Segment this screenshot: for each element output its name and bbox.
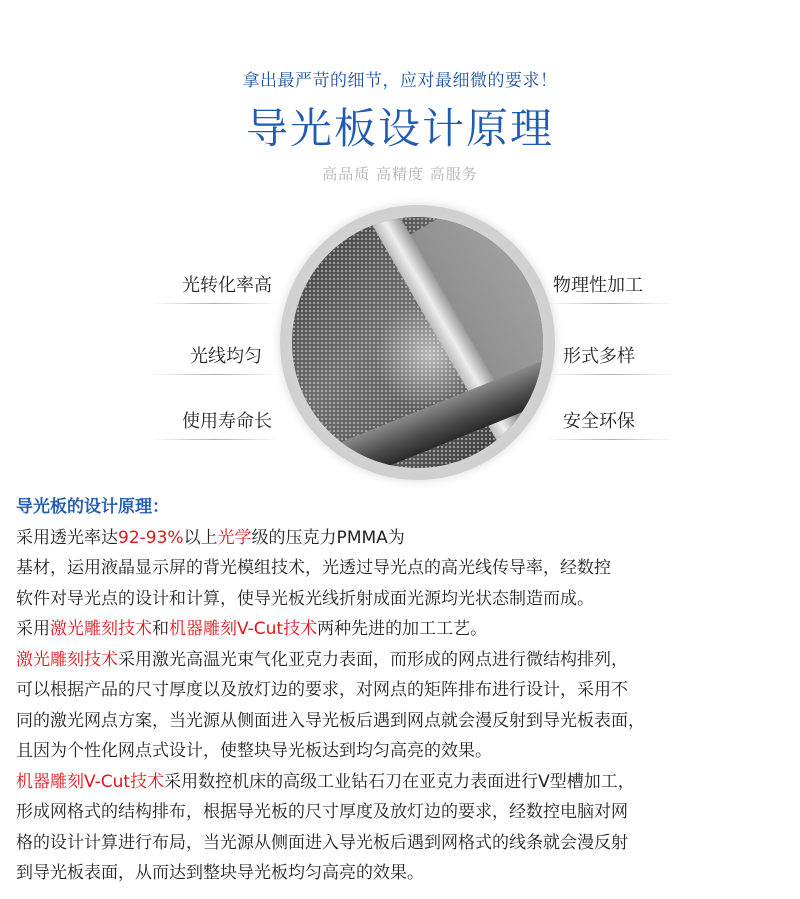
article-line: 格的设计计算进行布局，当光源从侧面进入导光板后遇到网格式的线条就会漫反射: [16, 832, 628, 853]
feature-long-life: [150, 407, 280, 440]
feature-physical-processing: [545, 271, 675, 304]
article-line: 基材，运用液晶显示屏的背光模组技术，光透过导光点的高光线传导率，经数控: [16, 558, 611, 578]
feature-divider: [150, 303, 280, 304]
article-line: 且因为个性化网点式设计，使整块导光板达到均匀高亮的效果。: [16, 741, 492, 761]
light-guide-plate-image: [280, 205, 555, 480]
light-guide-plate-closeup: [292, 217, 543, 468]
feature-label: 形式多样: [563, 346, 635, 367]
tagline: 拿出最严苛的细节，应对最细微的要求！: [242, 71, 558, 91]
feature-safe-eco: [545, 407, 675, 440]
feature-label: 使用寿命长: [182, 411, 272, 432]
article-line: 软件对导光点的设计和计算，使导光板光线折射成面光源均光状态制造而成。: [16, 588, 594, 609]
feature-label: 物理性加工: [553, 275, 643, 296]
feature-divider: [545, 374, 675, 375]
feature-label: 光转化率高: [182, 275, 272, 296]
article-heading: 导光板的设计原理：: [16, 497, 169, 517]
article-line: 采用激光雕刻技术和机器雕刻V-Cut技术两种先进的加工工艺。: [16, 619, 488, 639]
page-title: 导光板设计原理: [245, 104, 554, 153]
article-line: 形成网格式的结构排布，根据导光板的尺寸厚度及放灯边的要求，经数控电脑对网: [16, 802, 628, 822]
article-line: 到导光板表面，从而达到整块导光板均匀高亮的效果。: [16, 863, 424, 883]
design-principle-article: [16, 492, 786, 889]
feature-label: 安全环保: [563, 411, 635, 432]
feature-uniform-light: [150, 342, 280, 375]
feature-label: 光线均匀: [190, 346, 262, 367]
feature-divider: [150, 374, 280, 375]
feature-various-forms: [545, 342, 675, 375]
feature-divider: [545, 303, 675, 304]
article-line: 同的激光网点方案，当光源从侧面进入导光板后遇到网点就会漫反射到导光板表面，: [16, 710, 645, 731]
article-line: 采用透光率达92-93%以上光学级的压克力PMMA为: [16, 527, 405, 548]
article-line: 激光雕刻技术采用激光高温光束气化亚克力表面，而形成的网点进行微结构排列，: [16, 649, 628, 670]
feature-divider: [150, 439, 280, 440]
feature-light-conversion: [150, 271, 280, 304]
subtitle: 高品质 高精度 高服务: [322, 165, 478, 183]
feature-divider: [545, 439, 675, 440]
article-line: 机器雕刻V-Cut技术采用数控机床的高级工业钻石刀在亚克力表面进行V型槽加工，: [16, 771, 635, 792]
article-line: 可以根据产品的尺寸厚度以及放灯边的要求，对网点的矩阵排布进行设计，采用不: [16, 680, 628, 700]
